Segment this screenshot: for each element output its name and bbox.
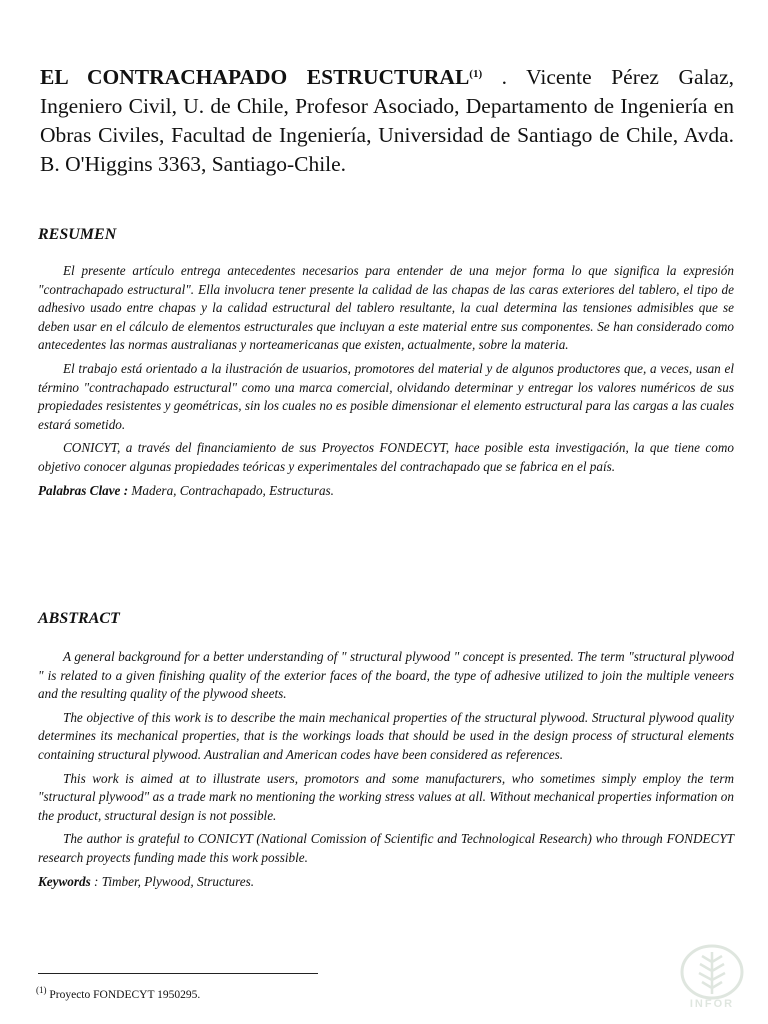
footnote-text: Proyecto FONDECYT 1950295.	[46, 989, 201, 1001]
infor-watermark	[672, 944, 752, 1014]
abstract-keywords	[38, 873, 734, 892]
resumen-keywords-text: Madera, Contrachapado, Estructuras.	[128, 482, 334, 498]
abstract-keywords-label: Keywords	[38, 873, 91, 889]
resumen-keywords	[38, 482, 734, 501]
resumen-heading: RESUMEN	[38, 226, 117, 243]
abstract-body	[38, 648, 734, 891]
abstract-paragraph-2: The objective of this work is to describe the main mechanical properties of the structural plywood. Structural plywood quality determines its mechanical properties, that is the workings loads that should be used in the design process of structural elements containing structural plywood. Australian and American codes have been considered as references.	[38, 709, 734, 762]
resumen-body	[38, 262, 734, 500]
resumen-keywords-label: Palabras Clave :	[38, 482, 129, 498]
title-footnote-marker: (1)	[469, 68, 483, 80]
leaf-logo-icon	[672, 944, 752, 1000]
resumen-paragraph-1: El presente artículo entrega antecedentes necesarios para entender de una mejor forma lo que significa la expresión "contrachapado estructural". Ella involucra tener presente la calidad de las chapas de las caras exteriores del tablero, el tipo de adhesivo usado entre chapas y la calidad estructural del tablero resultante, la cual determina las tensiones admisibles que se deben usar en el cálculo de elementos estructurales que incluyan a este material entre sus componentes. Se han considerado como antecedentes las normas australianas y norteamericanas que existen, actualmente, sobre la materia.	[38, 263, 734, 353]
abstract-paragraph-1: A general background for a better understanding of " structural plywood " concept is presented. The term "structural plywood " is related to a given finishing quality of the exterior faces of the board, the type of adhesive utilized to join the multiple veneers and the resulting quality of the plywood sheets.	[38, 649, 734, 702]
article-title: EL CONTRACHAPADO ESTRUCTURAL	[40, 65, 470, 89]
abstract-keywords-text: : Timber, Plywood, Structures.	[90, 873, 255, 889]
resumen-paragraph-3: CONICYT, a través del financiamiento de sus Proyectos FONDECYT, hace posible esta investigación, la que tiene como objetivo conocer algunas propiedades teóricas y experimentales del contrachapado que se fabrica en el país.	[38, 440, 734, 474]
abstract-heading: ABSTRACT	[38, 610, 120, 627]
article-heading	[40, 60, 734, 179]
author-affiliation: . Vicente Pérez Galaz, Ingeniero Civil, U. de Chile, Profesor Asociado, Departamento de Ingeniería en Obras Civiles, Facultad de Ingeniería, Universidad de Santiago de Chile, Avda. B. O'Higgins 3363, Santiago-Chile.	[40, 65, 734, 176]
article-page	[38, 60, 734, 179]
footnote	[36, 985, 200, 1001]
abstract-paragraph-3: This work is aimed at to illustrate users, promotors and some manufacturers, who sometimes simply employ the term "structural plywood" as a trade mark no mentioning the working stress values at all. Without mechanical properties information on the product, structural design is not possible.	[38, 770, 734, 823]
footnote-divider	[38, 973, 318, 974]
abstract-paragraph-4: The author is grateful to CONICYT (National Comission of Scientific and Technological Research) who through FONDECYT research proyects funding made this work possible.	[38, 831, 734, 865]
watermark-text: INFOR	[689, 998, 735, 1010]
footnote-marker: (1)	[36, 985, 47, 995]
resumen-paragraph-2: El trabajo está orientado a la ilustración de usuarios, promotores del material y de algunos productores que, a veces, usan el término "contrachapado estructural" como una marca comercial, olvidando determinar y entregar los valores numéricos de sus propiedades resistentes y geométricas, sin los cuales no es posible dimensionar el elemento estructural para las cargas a las cuales estará sometido.	[38, 360, 734, 432]
